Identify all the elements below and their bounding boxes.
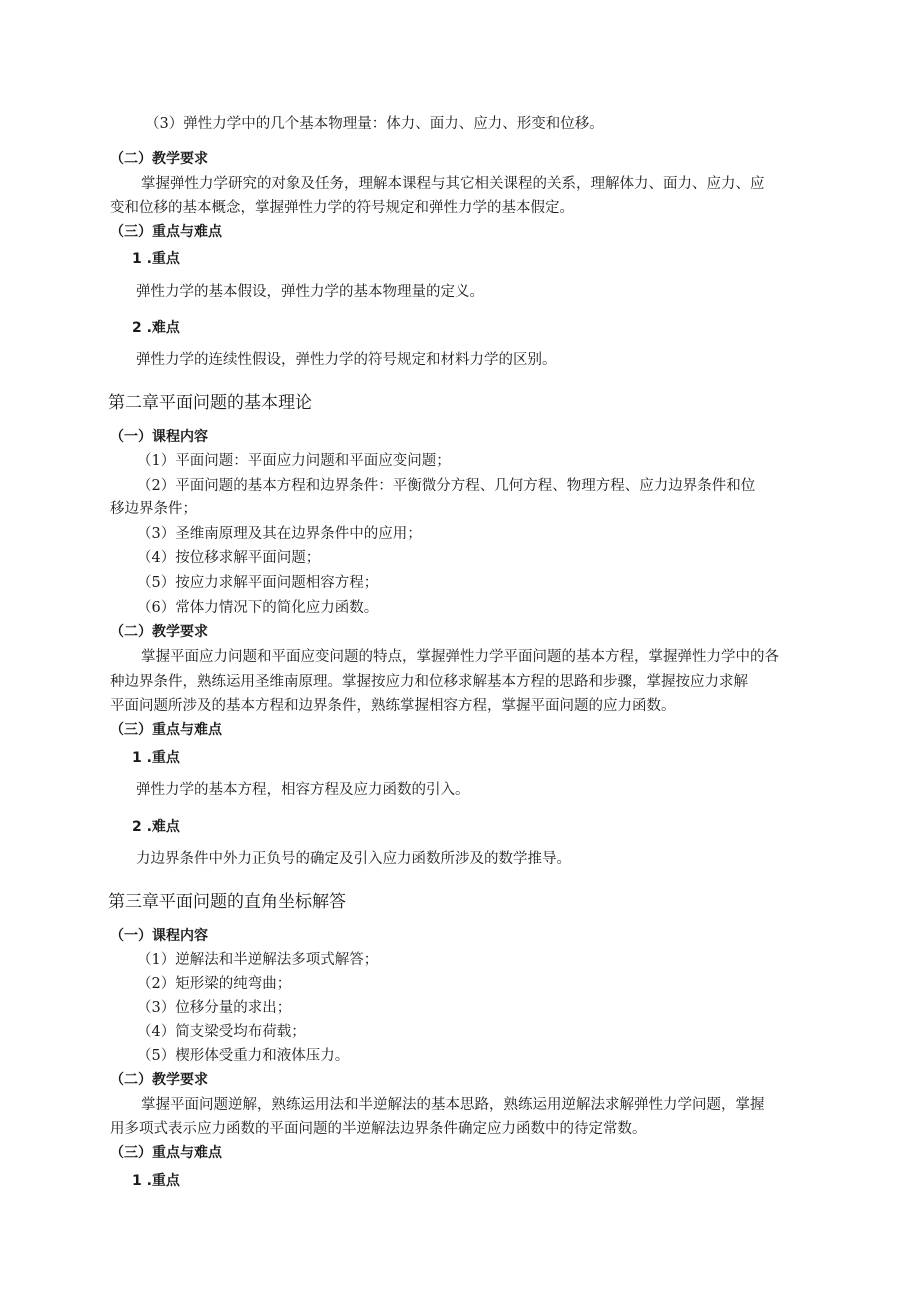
- paragraph-line: 弹性力学的基本方程，相容方程及应力函数的引入。: [136, 782, 470, 798]
- content-item: （3）圣维南原理及其在边界条件中的应用；: [137, 526, 422, 542]
- section-heading: （一）课程内容: [110, 928, 208, 944]
- section-heading: （三）重点与难点: [110, 722, 222, 738]
- content-item: （2）平面问题的基本方程和边界条件：平衡微分方程、几何方程、物理方程、应力边界条件和位: [137, 478, 756, 494]
- content-item: （6）常体力情况下的简化应力函数。: [137, 600, 379, 616]
- paragraph-line: 平面问题所涉及的基本方程和边界条件，熟练掌握相容方程，掌握平面问题的应力函数。: [110, 698, 676, 714]
- paragraph-line: 种边界条件，熟练运用圣维南原理。掌握按应力和位移求解基本方程的思路和步骤，掌握按应力求解: [110, 674, 748, 690]
- subsection-label: 1 .重点: [132, 251, 180, 267]
- content-item: 移边界条件；: [110, 501, 197, 517]
- subsection-label: 1 .重点: [132, 750, 180, 766]
- section-heading: （三）重点与难点: [110, 1145, 222, 1161]
- paragraph-line: 力边界条件中外力正负号的确定及引入应力函数所涉及的数学推导。: [136, 851, 571, 867]
- paragraph-line: 掌握弹性力学研究的对象及任务，理解本课程与其它相关课程的关系，理解体力、面力、应力、应: [141, 176, 765, 192]
- content-item: （2）矩形梁的纯弯曲；: [137, 976, 292, 992]
- section-heading: （二）教学要求: [110, 1072, 208, 1088]
- paragraph-line: 掌握平面问题逆解，熟练运用法和半逆解法的基本思路，熟练运用逆解法求解弹性力学问题，掌握: [141, 1097, 765, 1113]
- content-item: （3）弹性力学中的几个基本物理量：体力、面力、应力、形变和位移。: [145, 116, 604, 132]
- paragraph-line: 弹性力学的连续性假设，弹性力学的符号规定和材料力学的区别。: [136, 352, 557, 368]
- section-heading: （二）教学要求: [110, 151, 208, 167]
- section-heading: （二）教学要求: [110, 624, 208, 640]
- content-item: （1）平面问题：平面应力问题和平面应变问题；: [137, 453, 451, 469]
- content-item: （4）按位移求解平面问题；: [137, 550, 321, 566]
- content-item: （1）逆解法和半逆解法多项式解答；: [137, 952, 379, 968]
- section-heading: （一）课程内容: [110, 429, 208, 445]
- section-heading: （三）重点与难点: [110, 224, 222, 240]
- chapter-title: 第三章平面问题的直角坐标解答: [108, 892, 346, 912]
- content-item: （5）按应力求解平面问题相容方程；: [137, 575, 379, 591]
- subsection-label: 1 .重点: [132, 1173, 180, 1189]
- paragraph-line: 变和位移的基本概念，掌握弹性力学的符号规定和弹性力学的基本假定。: [110, 200, 574, 216]
- subsection-label: 2 .难点: [132, 320, 180, 336]
- paragraph-line: 用多项式表示应力函数的平面问题的半逆解法边界条件确定应力函数中的待定常数。: [110, 1121, 647, 1137]
- content-item: （3）位移分量的求出；: [137, 1000, 292, 1016]
- content-item: （4）简支梁受均布荷载；: [137, 1024, 306, 1040]
- subsection-label: 2 .难点: [132, 819, 180, 835]
- paragraph-line: 弹性力学的基本假设，弹性力学的基本物理量的定义。: [136, 284, 484, 300]
- chapter-title: 第二章平面问题的基本理论: [108, 393, 312, 413]
- paragraph-line: 掌握平面应力问题和平面应变问题的特点，掌握弹性力学平面问题的基本方程，掌握弹性力学中的各: [141, 649, 779, 665]
- content-item: （5）楔形体受重力和液体压力。: [137, 1048, 350, 1064]
